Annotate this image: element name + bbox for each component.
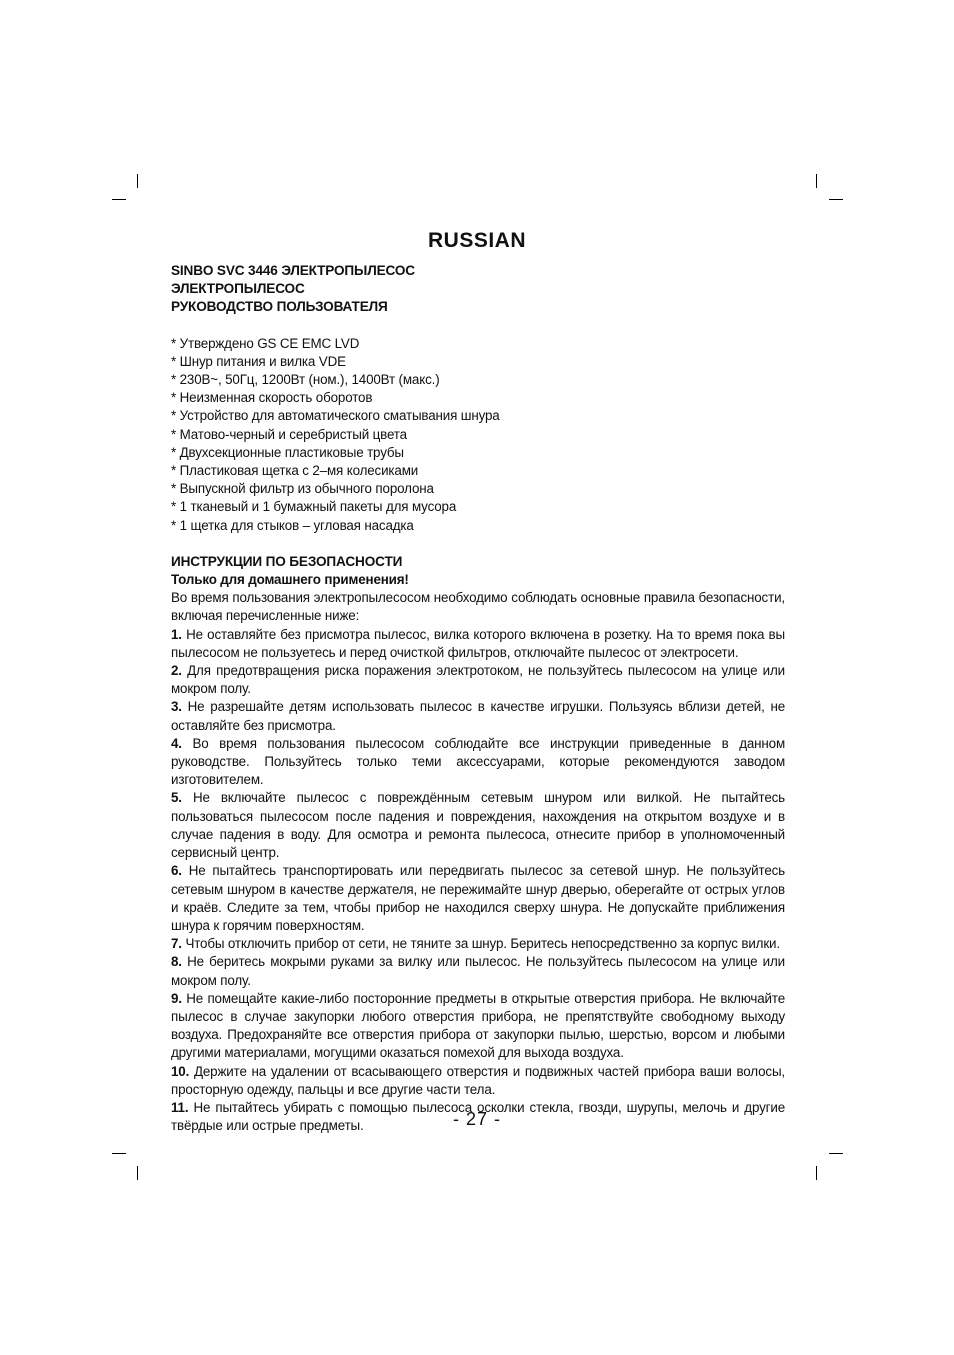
item-number: 5. [171,790,182,806]
crop-mark [137,1166,138,1180]
safety-item [171,990,785,1063]
item-text: Не беритесь мокрыми руками за вилку или пылесос. Не пользуйтесь пылесосом на улице или мокром полу. [171,954,785,988]
item-text: Не пытайтесь убирать с помощью пылесоса осколки стекла, гвозди, шурупы, мелочь и другие твёрдые или острые предметы. [171,1099,785,1134]
item-number: 6. [171,863,182,879]
item-number: 4. [171,735,182,751]
manual-title: РУКОВОДСТВО ПОЛЬЗОВАТЕЛЯ [171,299,388,315]
item-number: 11. [171,1099,189,1115]
safety-item [171,953,785,989]
item-number: 8. [171,954,182,970]
feature-item: * Шнур питания и вилка VDE [171,353,346,369]
feature-list [171,335,785,535]
crop-mark [112,199,126,200]
item-number: 7. [171,936,182,952]
feature-item: * Утверждено GS CE EMC LVD [171,335,360,351]
item-text: Держите на удалении от всасывающего отверстия и подвижных частей прибора ваши волосы, просторную одежду, пальцы и все другие части тела. [171,1063,785,1097]
item-text: Не разрешайте детям использовать пылесос в качестве игрушки. Пользуясь вблизи детей, не оставляйте без присмотра. [171,699,785,733]
safety-item [171,1063,785,1099]
item-text: Не включайте пылесос с повреждённым сетевым шнуром или вилкой. Не пытайтесь пользоваться пылесосом после падения и повреждения, нахождения на открытом воздухе и в случае падения в воду. Для осмотра и ремонта пылесоса, отнесите прибор в уполномоченный сервисный центр. [171,790,785,861]
safety-intro: Во время пользования электропылесосом необходимо соблюдать основные правила безопасности, включая перечисленные ниже: [171,590,785,624]
page-number: - 27 - [452,1109,501,1129]
feature-item: * Устройство для автоматического сматывания шнура [171,408,500,424]
crop-mark [137,174,138,188]
feature-item: * Матово-черный и серебристый цвета [171,426,407,442]
product-title: SINBO SVC 3446 ЭЛЕКТРОПЫЛЕСОС [171,263,415,278]
item-text: Для предотвращения риска поражения электротоком, не пользуйтесь пылесосом на улице или мокром полу. [171,663,785,697]
crop-mark [829,199,843,200]
item-text: Не пытайтесь транспортировать или передвигать пылесос за сетевой шнур. Не пользуйтесь сетевым шнуром в качестве держателя, не пережимайте шнур дверью, оберегайте от острых углов и краёв. Следите за тем, чтобы прибор не находился сверху шнура. Не допускайте приближения шнура к горячим поверхностям. [171,863,785,933]
item-number: 9. [171,990,182,1006]
feature-item: * 230В~, 50Гц, 1200Вт (ном.), 1400Вт (макс.) [171,372,440,388]
crop-mark [112,1153,126,1154]
feature-item: * Неизменная скорость оборотов [171,390,373,406]
product-header [171,262,785,317]
crop-mark [829,1153,843,1154]
item-number: 1. [171,626,182,642]
crop-mark [816,174,817,188]
safety-item [171,935,785,953]
item-text: Чтобы отключить прибор от сети, не тяните за шнур. Беритесь непосредственно за корпус вилки. [181,936,780,952]
language-heading: RUSSIAN [427,229,526,252]
section-subtitle: Только для домашнего применения! [171,572,409,588]
item-text: Во время пользования пылесосом соблюдайте все инструкции приведенные в данном руководстве. Пользуйтесь только теми аксессуарами, которые рекомендуются заводом изготовителем. [171,735,785,788]
safety-item [171,862,785,935]
crop-mark [816,1166,817,1180]
item-number: 3. [171,699,182,715]
feature-item: * Пластиковая щетка с 2–мя колесиками [171,463,419,479]
item-number: 2. [171,663,182,679]
product-type: ЭЛЕКТРОПЫЛЕСОС [171,281,305,297]
item-number: 10. [171,1063,190,1079]
safety-item [171,735,785,790]
feature-item: * Двухсекционные пластиковые трубы [171,444,404,460]
item-text: Не помещайте какие-либо посторонние предметы в открытые отверстия прибора. Не включайте пылесос в случае закупорки любого отверстия прибора, не препятствуйте свободному выходу воздуха. Предохраняйте все отверстия прибора от закупорки пылью, шерстью, ворсом и любыми другими материалами, могущими оказаться помехой для выхода воздуха. [171,990,785,1061]
safety-item [171,698,785,734]
manual-content [171,262,785,1135]
section-title: ИНСТРУКЦИИ ПО БЕЗОПАСНОСТИ [171,553,403,569]
feature-item: * 1 щетка для стыков – угловая насадка [171,517,414,533]
item-text: Не оставляйте без присмотра пылесос, вилка которого включена в розетку. На то время пока вы пылесосом не пользуетесь и перед очисткой фильтров, отключайте пылесос от электросети. [171,626,785,660]
safety-item [171,626,785,662]
safety-item [171,789,785,862]
feature-item: * Выпускной фильтр из обычного поролона [171,481,434,497]
safety-section [171,553,785,1136]
safety-item [171,662,785,698]
feature-item: * 1 тканевый и 1 бумажный пакеты для мусора [171,499,457,515]
